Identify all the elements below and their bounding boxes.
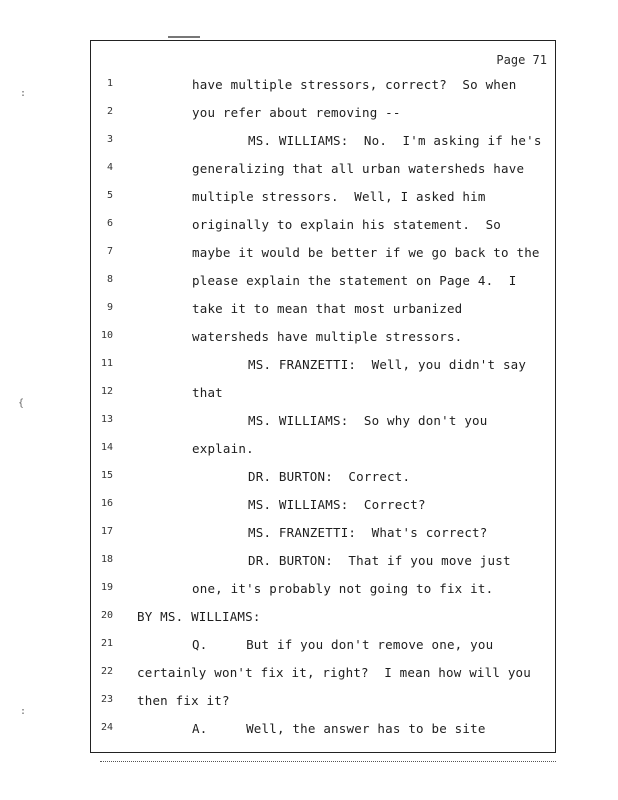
line-number: 11 — [100, 358, 113, 369]
transcript-line: MS. WILLIAMS: No. I'm asking if he's — [248, 133, 542, 148]
transcript-line: that — [192, 385, 223, 400]
line-number: 3 — [106, 134, 113, 145]
line-number: 2 — [106, 106, 113, 117]
line-number: 23 — [100, 694, 113, 705]
transcript-line: take it to mean that most urbanized — [192, 301, 463, 316]
transcript-line: maybe it would be better if we go back to the — [192, 245, 540, 260]
transcript-page — [90, 40, 556, 753]
line-number: 18 — [100, 554, 113, 565]
transcript-line: watersheds have multiple stressors. — [192, 329, 463, 344]
transcript-line: multiple stressors. Well, I asked him — [192, 189, 486, 204]
transcript-line: explain. — [192, 441, 254, 456]
line-number: 12 — [100, 386, 113, 397]
transcript-line: have multiple stressors, correct? So when — [192, 77, 517, 92]
transcript-line: BY MS. WILLIAMS: — [137, 609, 261, 624]
scan-mark-left-2: { — [18, 398, 25, 409]
line-number: 24 — [100, 722, 113, 733]
transcript-line: A. Well, the answer has to be site — [192, 721, 486, 736]
transcript-line: Q. But if you don't remove one, you — [192, 637, 494, 652]
line-number: 21 — [100, 638, 113, 649]
transcript-line: one, it's probably not going to fix it. — [192, 581, 494, 596]
line-number: 19 — [100, 582, 113, 593]
transcript-line: DR. BURTON: Correct. — [248, 469, 411, 484]
line-number: 5 — [106, 190, 113, 201]
line-number: 20 — [100, 610, 113, 621]
line-number: 1 — [106, 78, 113, 89]
line-number: 6 — [106, 218, 113, 229]
line-number: 7 — [106, 246, 113, 257]
scan-mark-left-1: : — [20, 88, 27, 99]
transcript-line: then fix it? — [137, 693, 230, 708]
transcript-line: DR. BURTON: That if you move just — [248, 553, 511, 568]
line-number: 9 — [106, 302, 113, 313]
transcript-line: originally to explain his statement. So — [192, 217, 502, 232]
line-number: 4 — [106, 162, 113, 173]
transcript-line: you refer about removing -- — [192, 105, 401, 120]
transcript-line: MS. FRANZETTI: What's correct? — [248, 525, 488, 540]
bottom-rule — [100, 761, 556, 762]
line-number: 17 — [100, 526, 113, 537]
line-number: 14 — [100, 442, 113, 453]
transcript-line: please explain the statement on Page 4. I — [192, 273, 517, 288]
scan-mark-left-3: : — [20, 706, 27, 717]
line-number: 8 — [106, 274, 113, 285]
line-number: 13 — [100, 414, 113, 425]
line-number: 15 — [100, 470, 113, 481]
line-number: 16 — [100, 498, 113, 509]
scan-mark-top — [168, 36, 200, 38]
transcript-line: MS. WILLIAMS: Correct? — [248, 497, 426, 512]
line-number: 22 — [100, 666, 113, 677]
page-number: Page 71 — [496, 53, 547, 67]
line-number: 10 — [100, 330, 113, 341]
transcript-line: generalizing that all urban watersheds have — [192, 161, 525, 176]
transcript-line: MS. WILLIAMS: So why don't you — [248, 413, 488, 428]
transcript-line: certainly won't fix it, right? I mean how will you — [137, 665, 532, 680]
transcript-line: MS. FRANZETTI: Well, you didn't say — [248, 357, 527, 372]
